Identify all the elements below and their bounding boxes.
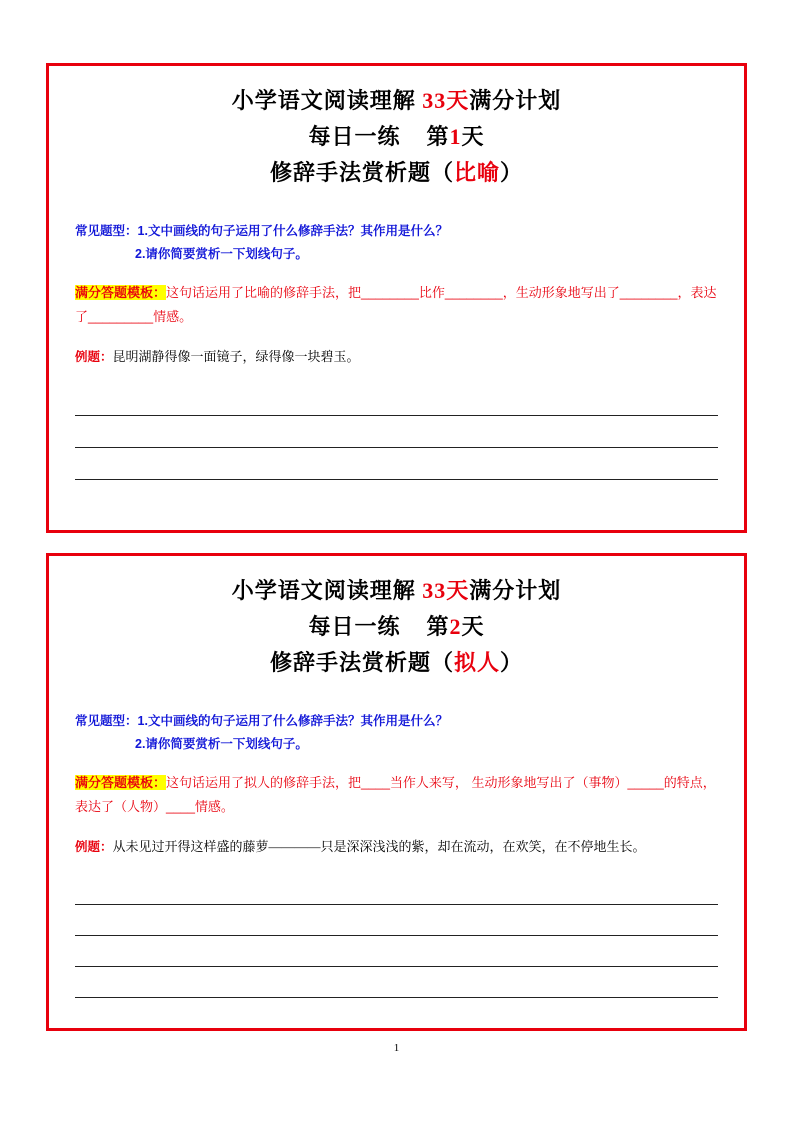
- subtitle-label: 第: [426, 124, 450, 150]
- question-type-label: 常见题型: [75, 714, 126, 729]
- title-number: 33: [422, 578, 447, 603]
- subtitle-day: 天: [461, 124, 485, 150]
- subtitle-day: 天: [461, 614, 485, 640]
- title-number: 33: [422, 88, 447, 113]
- answer-template-text: 这句话运用了比喻的修辞手法，把________比作________，生动形象地写出了________，表达了_________情感。: [75, 284, 717, 324]
- example-label: 例题: [75, 839, 101, 854]
- question-type-line-2: 2.请你简要赏析一下划线句子。: [135, 737, 308, 752]
- example-label: 例题: [75, 349, 101, 364]
- example-block: [75, 835, 718, 859]
- question-type-label: 常见题型: [75, 224, 126, 239]
- answer-line[interactable]: [75, 416, 718, 448]
- card-subtitle-line: [75, 610, 718, 644]
- page-number: 1: [393, 1042, 400, 1054]
- topic-suffix: ）: [500, 650, 524, 676]
- answer-line[interactable]: [75, 448, 718, 480]
- worksheet-card-day-2: [46, 553, 747, 1031]
- answer-line[interactable]: [75, 874, 718, 905]
- question-type-block: [75, 710, 718, 756]
- topic-prefix: 修辞手法赏析题（: [269, 650, 454, 676]
- answer-template-label: 满分答题模板：: [75, 774, 167, 790]
- card-topic-line: [75, 646, 718, 680]
- subtitle-number: 2: [449, 614, 462, 640]
- title-prefix: 小学语文阅读理解: [231, 88, 416, 113]
- subtitle-prefix: 每日一练: [308, 614, 401, 640]
- example-text: 从未见过开得这样盛的藤萝————只是深深浅浅的紫，却在流动，在欢笑，在不停地生长。: [112, 838, 646, 854]
- answer-line[interactable]: [75, 967, 718, 998]
- question-type-block: [75, 220, 718, 266]
- topic-suffix: ）: [500, 160, 524, 186]
- subtitle-number: 1: [449, 124, 462, 150]
- worksheet-card-day-1: [46, 63, 747, 533]
- card-topic-line: [75, 156, 718, 190]
- subtitle-label: 第: [426, 614, 450, 640]
- topic-name: 比喻: [453, 160, 500, 186]
- example-text: 昆明湖静得像一面镜子，绿得像一块碧玉。: [112, 348, 360, 364]
- example-colon: ：: [100, 349, 113, 364]
- answer-line[interactable]: [75, 905, 718, 936]
- answer-line[interactable]: [75, 936, 718, 967]
- answer-line[interactable]: [75, 384, 718, 416]
- subtitle-prefix: 每日一练: [308, 124, 401, 150]
- question-type-text-1: ：1.文中画线的句子运用了什么修辞手法？其作用是什么？: [125, 714, 448, 729]
- question-type-line-1: [75, 710, 718, 733]
- answer-template-block: [75, 771, 718, 819]
- topic-name: 拟人: [453, 650, 500, 676]
- topic-prefix: 修辞手法赏析题（: [269, 160, 454, 186]
- example-colon: ：: [100, 839, 113, 854]
- card-subtitle-line: [75, 120, 718, 154]
- question-type-line-2: 2.请你简要赏析一下划线句子。: [135, 247, 308, 262]
- title-suffix: 满分计划: [469, 88, 562, 113]
- card-title-line: [75, 84, 718, 118]
- title-prefix: 小学语文阅读理解: [231, 578, 416, 603]
- answer-template-block: [75, 281, 718, 329]
- answer-template-text: 这句话运用了拟人的修辞手法，把____当作人来写， 生动形象地写出了（事物）_____的特点，表达了（人物）____情感。: [75, 774, 716, 814]
- question-type-text-1: ：1.文中画线的句子运用了什么修辞手法？其作用是什么？: [125, 224, 448, 239]
- answer-lines-area: [75, 874, 718, 998]
- card-title-line: [75, 574, 718, 608]
- example-block: [75, 345, 718, 369]
- answer-template-label: 满分答题模板：: [75, 284, 167, 300]
- question-type-line-1: [75, 220, 718, 243]
- title-day-char: 天: [446, 578, 470, 603]
- title-day-char: 天: [446, 88, 470, 113]
- title-suffix: 满分计划: [469, 578, 562, 603]
- answer-lines-area: [75, 384, 718, 480]
